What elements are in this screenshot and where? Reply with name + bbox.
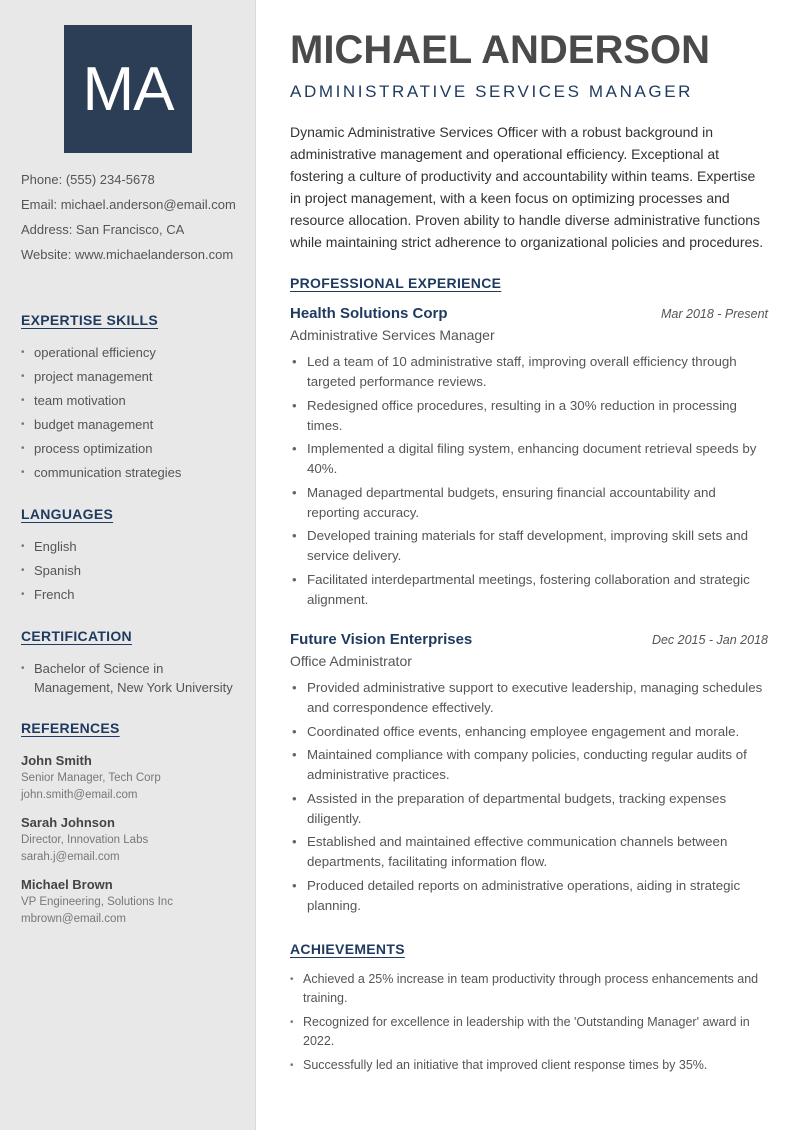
job-entry xyxy=(290,305,768,614)
list-item: • team motivation xyxy=(21,389,241,413)
achievements-list xyxy=(290,970,768,1080)
avatar-initials: MA xyxy=(64,25,192,153)
job-entry xyxy=(290,631,768,920)
list-item: • Redesigned office procedures, resulting in a 30% reduction in processing times. xyxy=(290,396,768,436)
list-item: • Recognized for excellence in leadership with the 'Outstanding Manager' award in 2022. xyxy=(290,1013,768,1051)
list-item: • French xyxy=(21,583,241,607)
reference xyxy=(21,752,241,804)
list-item: • Bachelor of Science in Management, New York University xyxy=(21,659,241,697)
contact-address: Address: San Francisco, CA xyxy=(21,222,185,237)
list-item: • Coordinated office events, enhancing employee engagement and morale. xyxy=(290,722,768,742)
reference-title: VP Engineering, Solutions Inc xyxy=(21,896,173,908)
job-title: ADMINISTRATIVE SERVICES MANAGER xyxy=(290,82,694,101)
reference-title: Senior Manager, Tech Corp xyxy=(21,772,161,784)
certification-list xyxy=(21,659,241,697)
list-item: • Established and maintained effective communication channels between departments, facilitating information flow. xyxy=(290,832,768,872)
languages-list xyxy=(21,535,241,607)
certification-heading: CERTIFICATION xyxy=(21,628,132,644)
job-role: Office Administrator xyxy=(290,653,412,669)
list-item: • process optimization xyxy=(21,437,241,461)
list-item: • Led a team of 10 administrative staff, improving overall efficiency through targeted performance reviews. xyxy=(290,352,768,392)
contact-email: Email: michael.anderson@email.com xyxy=(21,197,236,212)
achievements-heading: ACHIEVEMENTS xyxy=(290,941,405,957)
list-item: • Achieved a 25% increase in team productivity through process enhancements and training. xyxy=(290,970,768,1008)
reference-title: Director, Innovation Labs xyxy=(21,834,149,846)
job-dates: Dec 2015 - Jan 2018 xyxy=(651,633,768,647)
languages-heading: LANGUAGES xyxy=(21,506,114,522)
list-item: • budget management xyxy=(21,413,241,437)
references-list xyxy=(21,752,241,938)
company-name: Health Solutions Corp xyxy=(290,305,448,322)
reference-name: Sarah Johnson xyxy=(21,815,115,830)
list-item: • Produced detailed reports on administrative operations, aiding in strategic planning. xyxy=(290,876,768,916)
reference xyxy=(21,876,241,928)
job-dates: Mar 2018 - Present xyxy=(661,307,768,321)
skills-list xyxy=(21,341,241,485)
list-item: • Facilitated interdepartmental meetings, fostering collaboration and strategic alignment. xyxy=(290,570,768,610)
reference-name: John Smith xyxy=(21,753,92,768)
reference-email: john.smith@email.com xyxy=(21,789,138,801)
list-item: • Maintained compliance with company policies, conducting regular audits of administrative practices. xyxy=(290,745,768,785)
reference-name: Michael Brown xyxy=(21,877,113,892)
candidate-name: MICHAEL ANDERSON xyxy=(290,28,711,72)
job-bullets xyxy=(290,678,768,916)
references-heading: REFERENCES xyxy=(21,720,120,736)
list-item: • Provided administrative support to executive leadership, managing schedules and correspondence effectively. xyxy=(290,678,768,718)
job-bullets xyxy=(290,352,768,610)
list-item: • English xyxy=(21,535,241,559)
skills-heading: EXPERTISE SKILLS xyxy=(21,312,159,328)
reference-email: mbrown@email.com xyxy=(21,913,126,925)
reference xyxy=(21,814,241,866)
company-name: Future Vision Enterprises xyxy=(290,631,473,648)
list-item: • Developed training materials for staff development, improving skill sets and service delivery. xyxy=(290,526,768,566)
contact-info xyxy=(21,171,236,271)
list-item: • Successfully led an initiative that improved client response times by 35%. xyxy=(290,1056,768,1075)
summary: Dynamic Administrative Services Officer with a robust background in administrative management and operational efficiency. Exceptional at fostering a culture of productivity and accountability within teams. Expertise in project management, with a keen focus on optimizing processes and resource allocation. Proven ability to handle diverse administrative functions while maintaining strict adherence to organizational policies and procedures. xyxy=(290,124,764,250)
list-item: • Spanish xyxy=(21,559,241,583)
reference-email: sarah.j@email.com xyxy=(21,851,120,863)
contact-phone: Phone: (555) 234-5678 xyxy=(21,172,155,187)
sidebar xyxy=(0,0,256,1130)
list-item: • communication strategies xyxy=(21,461,241,485)
list-item: • Implemented a digital filing system, enhancing document retrieval speeds by 40%. xyxy=(290,439,768,479)
list-item: • operational efficiency xyxy=(21,341,241,365)
list-item: • project management xyxy=(21,365,241,389)
list-item: • Managed departmental budgets, ensuring financial accountability and reporting accuracy. xyxy=(290,483,768,523)
list-item: • Assisted in the preparation of departmental budgets, tracking expenses diligently. xyxy=(290,789,768,829)
job-role: Administrative Services Manager xyxy=(290,327,495,343)
experience-heading: PROFESSIONAL EXPERIENCE xyxy=(290,275,502,291)
contact-website: Website: www.michaelanderson.com xyxy=(21,247,234,262)
